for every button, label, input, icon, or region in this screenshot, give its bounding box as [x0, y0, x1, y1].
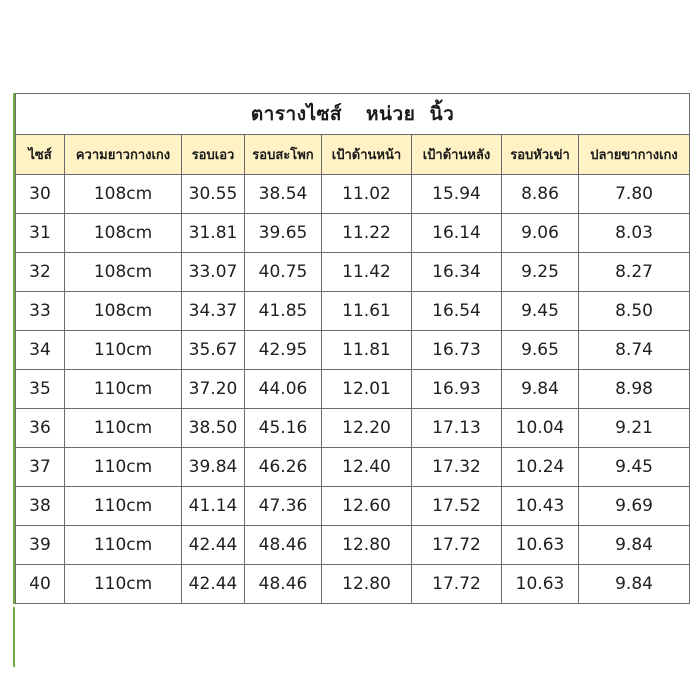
cell-pants-length: 108cm [65, 292, 182, 331]
header-knee: รอบหัวเข่า [502, 135, 579, 175]
cell-back-rise: 16.34 [412, 253, 502, 292]
cell-size: 36 [16, 409, 65, 448]
cell-size: 30 [16, 175, 65, 214]
cell-waist: 39.84 [182, 448, 245, 487]
cell-size: 35 [16, 370, 65, 409]
cell-hip: 48.46 [245, 565, 322, 604]
table-row [16, 565, 690, 604]
cell-knee: 10.24 [502, 448, 579, 487]
cell-back-rise: 16.54 [412, 292, 502, 331]
table-title-unit: หน่วย นิ้ว [366, 103, 455, 125]
cell-pants-length: 110cm [65, 370, 182, 409]
cell-front-rise: 12.01 [322, 370, 412, 409]
cell-knee: 9.45 [502, 292, 579, 331]
cell-hip: 38.54 [245, 175, 322, 214]
cell-pants-length: 110cm [65, 565, 182, 604]
cell-pants-length: 110cm [65, 487, 182, 526]
cell-knee: 9.25 [502, 253, 579, 292]
cell-leg-opening: 9.69 [579, 487, 690, 526]
cell-size: 40 [16, 565, 65, 604]
cell-waist: 41.14 [182, 487, 245, 526]
cell-back-rise: 17.13 [412, 409, 502, 448]
cell-front-rise: 11.22 [322, 214, 412, 253]
cell-front-rise: 11.61 [322, 292, 412, 331]
header-size: ไซส์ [16, 135, 65, 175]
cell-pants-length: 108cm [65, 175, 182, 214]
cell-hip: 41.85 [245, 292, 322, 331]
cell-size: 38 [16, 487, 65, 526]
cell-leg-opening: 8.03 [579, 214, 690, 253]
cell-front-rise: 11.81 [322, 331, 412, 370]
header-leg-opening: ปลายขากางเกง [579, 135, 690, 175]
cell-knee: 9.84 [502, 370, 579, 409]
cell-waist: 35.67 [182, 331, 245, 370]
cell-hip: 45.16 [245, 409, 322, 448]
header-back-rise: เป้าด้านหลัง [412, 135, 502, 175]
cell-leg-opening: 8.50 [579, 292, 690, 331]
cell-pants-length: 110cm [65, 409, 182, 448]
size-chart-table [15, 93, 690, 604]
cell-back-rise: 17.52 [412, 487, 502, 526]
cell-back-rise: 17.72 [412, 526, 502, 565]
cell-back-rise: 17.72 [412, 565, 502, 604]
cell-waist: 30.55 [182, 175, 245, 214]
cell-leg-opening: 8.98 [579, 370, 690, 409]
table-row [16, 448, 690, 487]
cell-waist: 33.07 [182, 253, 245, 292]
title-row [16, 94, 690, 135]
cell-size: 39 [16, 526, 65, 565]
cell-back-rise: 15.94 [412, 175, 502, 214]
cell-knee: 10.43 [502, 487, 579, 526]
cell-knee: 10.63 [502, 526, 579, 565]
cell-back-rise: 17.32 [412, 448, 502, 487]
cell-back-rise: 16.14 [412, 214, 502, 253]
cell-hip: 48.46 [245, 526, 322, 565]
cell-size: 32 [16, 253, 65, 292]
table-row [16, 214, 690, 253]
cell-waist: 38.50 [182, 409, 245, 448]
cell-leg-opening: 9.45 [579, 448, 690, 487]
table-row [16, 370, 690, 409]
cell-front-rise: 12.60 [322, 487, 412, 526]
table-row [16, 487, 690, 526]
cell-waist: 31.81 [182, 214, 245, 253]
cell-pants-length: 110cm [65, 448, 182, 487]
cell-front-rise: 12.80 [322, 526, 412, 565]
table-row [16, 409, 690, 448]
table-title-main: ตารางไซส์ [250, 103, 343, 125]
cell-pants-length: 110cm [65, 331, 182, 370]
cell-hip: 47.36 [245, 487, 322, 526]
cell-size: 34 [16, 331, 65, 370]
cell-hip: 46.26 [245, 448, 322, 487]
cell-knee: 9.65 [502, 331, 579, 370]
cell-pants-length: 108cm [65, 253, 182, 292]
cell-hip: 40.75 [245, 253, 322, 292]
cell-knee: 9.06 [502, 214, 579, 253]
cell-waist: 42.44 [182, 565, 245, 604]
header-pants-length: ความยาวกางเกง [65, 135, 182, 175]
cell-back-rise: 16.73 [412, 331, 502, 370]
header-waist: รอบเอว [182, 135, 245, 175]
cell-leg-opening: 8.74 [579, 331, 690, 370]
cell-front-rise: 11.02 [322, 175, 412, 214]
cell-knee: 10.63 [502, 565, 579, 604]
cell-front-rise: 12.80 [322, 565, 412, 604]
cell-back-rise: 16.93 [412, 370, 502, 409]
table-row [16, 292, 690, 331]
cell-leg-opening: 9.21 [579, 409, 690, 448]
table-title [16, 94, 690, 135]
cell-size: 33 [16, 292, 65, 331]
table-row [16, 175, 690, 214]
cell-size: 37 [16, 448, 65, 487]
cell-front-rise: 12.40 [322, 448, 412, 487]
cell-leg-opening: 7.80 [579, 175, 690, 214]
table-row [16, 253, 690, 292]
header-front-rise: เป้าด้านหน้า [322, 135, 412, 175]
cell-hip: 39.65 [245, 214, 322, 253]
size-chart-sheet [13, 93, 689, 604]
header-row [16, 135, 690, 175]
cell-waist: 42.44 [182, 526, 245, 565]
header-hip: รอบสะโพก [245, 135, 322, 175]
cell-waist: 37.20 [182, 370, 245, 409]
cell-leg-opening: 9.84 [579, 526, 690, 565]
table-row [16, 526, 690, 565]
cell-waist: 34.37 [182, 292, 245, 331]
cell-hip: 44.06 [245, 370, 322, 409]
table-row [16, 331, 690, 370]
cell-pants-length: 108cm [65, 214, 182, 253]
cell-pants-length: 110cm [65, 526, 182, 565]
cell-knee: 10.04 [502, 409, 579, 448]
cell-leg-opening: 9.84 [579, 565, 690, 604]
table-body [16, 175, 690, 604]
cell-leg-opening: 8.27 [579, 253, 690, 292]
cell-size: 31 [16, 214, 65, 253]
cell-front-rise: 12.20 [322, 409, 412, 448]
sheet-empty-area [13, 607, 689, 667]
cell-knee: 8.86 [502, 175, 579, 214]
cell-hip: 42.95 [245, 331, 322, 370]
cell-front-rise: 11.42 [322, 253, 412, 292]
